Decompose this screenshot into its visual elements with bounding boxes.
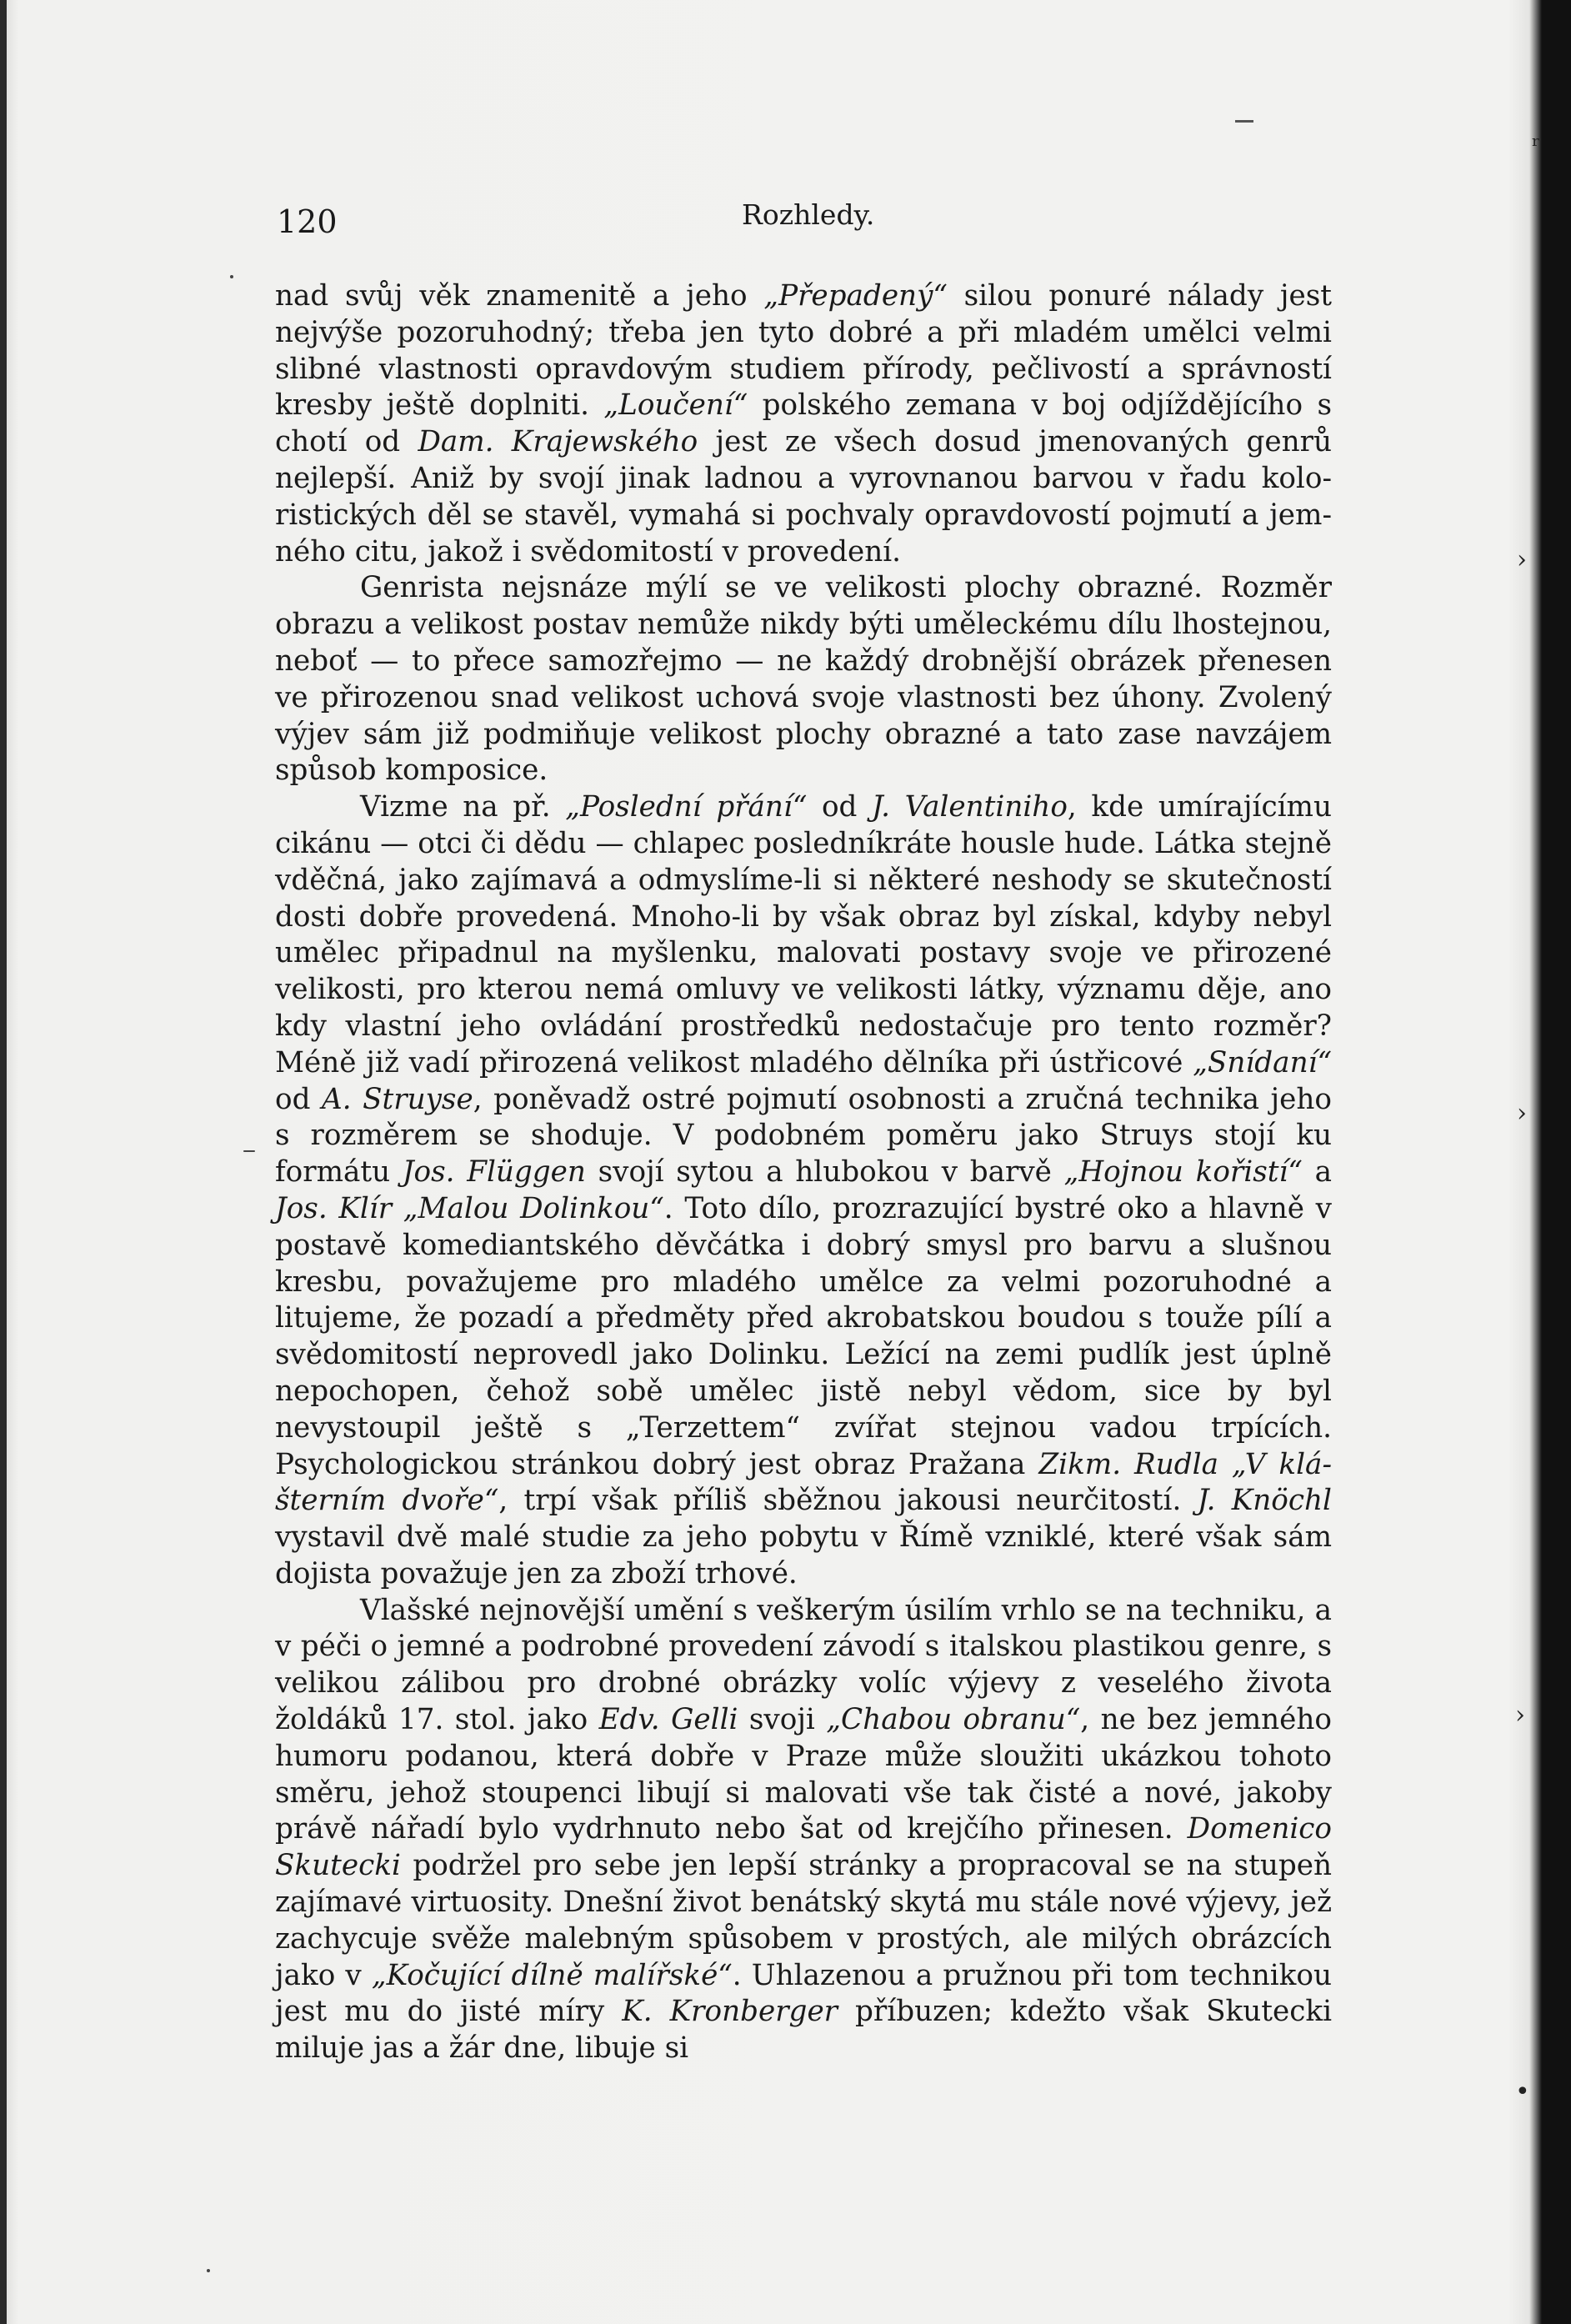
speck: [230, 275, 233, 278]
text-run: od: [275, 1082, 322, 1116]
italic-phrase: „Chabou obranu“: [826, 1703, 1081, 1737]
text-run: Genrista nejsnáze mýlí se ve velikosti plochy obrazné. Rozměr obrazu a velikost postav nemůže nikdy býti uměleckému dílu lhostejnou, neboť — to přece samozřejmo — ne každý drobnější obrázek přenesen ve přirozenou snad velikost uchová svoje vlastnosti bez úhony. Zvolený výjev sám již podmiňuje velikost plochy obrazné a tato zase navzájem spůsob komposice.: [275, 571, 1332, 788]
text-run: Vlašské nejnovější umění s veškerým úsilím vrhlo se na techniku, a v péči o jemné a podrobné provedení závodí s italskou plastikou genre, s velikou zálibou pro drobné obrázky volíc výjevy z veselého života žoldáků 17. stol. jako: [275, 1593, 1332, 1737]
text-run: polského zemana v boj odjíždějícího s chotí od: [275, 388, 1332, 459]
text-run: podržel pro sebe jen lepší stránky a propracoval se na stupeň zajímavé virtuosity. Dnešní život benátský skytá mu stále nové výjevy, jež zachycuje svěže malebným spůsobem v prostých, ale milých obrázcích jako v: [275, 1849, 1332, 1992]
italic-phrase: K. Kronberger: [622, 1995, 838, 2029]
text-run: nad svůj věk znamenitě a jeho: [275, 279, 764, 313]
italic-phrase: J. Valentiniho: [872, 790, 1068, 824]
binding-edge: [0, 0, 7, 2324]
italic-phrase: „Hojnou kořistí“: [1063, 1155, 1303, 1190]
page-header: [275, 198, 1338, 248]
italic-phrase: Zikm. Rudla „V klášterním dvoře“: [275, 1447, 1332, 1518]
scan-mark: [1235, 120, 1253, 123]
italic-phrase: „Snídaní“: [1193, 1045, 1332, 1079]
text-run: Vizme na př.: [360, 790, 566, 824]
paragraph-2: [275, 570, 1332, 789]
text-run: a: [1302, 1155, 1332, 1190]
italic-phrase: A. Struyse: [322, 1082, 473, 1116]
italic-phrase: Jos. Klír „Malou Dolinkou“: [275, 1191, 664, 1225]
italic-phrase: Edv. Gelli: [598, 1703, 738, 1737]
text-run: silou ponuré nálady jest nejvýše pozoruhodný; třeba jen tyto dobré a při mladém umělci velmi slibné vlastnosti opravdovým studiem přírody, pečlivostí a správností kresby ještě doplniti.: [275, 279, 1333, 423]
italic-phrase: Dam. Krajewského: [418, 425, 698, 459]
speck: [207, 2269, 210, 2272]
text-run: svojí sytou a hlubokou v barvě: [585, 1155, 1064, 1190]
paragraph-1: [275, 278, 1332, 570]
italic-phrase: „Přepadený“: [763, 279, 948, 313]
text-run: . Uhlazenou a pružnou při tom technikou jest mu do jisté míry: [275, 1958, 1332, 2029]
italic-phrase: Jos. Flüggen: [402, 1155, 586, 1190]
speck: [243, 1150, 255, 1152]
text-run: , poněvadž ostré pojmutí osobnosti a zručná technika jeho s rozměrem se shoduje. V podobném poměru jako Struys stojí ku formátu: [275, 1082, 1332, 1190]
margin-mark: ›: [1515, 1700, 1525, 1730]
margin-mark: ʳ: [1532, 132, 1541, 161]
margin-mark: •: [1515, 2077, 1530, 2106]
italic-phrase: „Loučení“: [603, 388, 748, 423]
text-run: , kde umírajícímu cikánu — otci či dědu — chlapec posledníkráte housle hude. Látka stejně vděčná, jako zajímavá a odmyslíme-li si některé neshody se skutečností dosti dobře provedená. Mnoho-li by však obraz byl získal, kdyby nebyl umělec připadnul na myšlenku, malovati postavy svoje ve přirozené velikosti, pro kterou nemá omluvy ve velikosti látky, významu děje, ano kdy vlastní jeho ovládání prostředků nedostačuje pro tento rozměr? Méně již vadí přirozená velikost mladého dělníka při ústřicové: [275, 790, 1332, 1079]
running-title: Rozhledy.: [742, 198, 875, 231]
paragraph-3: [275, 789, 1332, 1593]
text-run: , trpí však příliš sběžnou jakousi neurčitostí.: [498, 1484, 1198, 1518]
text-run: . Toto dílo, prozrazující bystré oko a hlavně v postavě komediantského děvčátka i dobrý smysl pro barvu a slušnou kresbu, považujeme pro mladého umělce za velmi pozoruhodné a litujeme, že pozadí a předměty před akrobatskou boudou s touže pílí a svědomitostí neprovedl jako Dolinku. Ležící na zemi pudlík jest úplně nepochopen, čehož sobě umělec jistě nebyl vědom, sice by byl nevystoupil ještě s „Terzettem“ zvířat stejnou vadou trpících. Psychologickou stránkou dobrý jest obraz Pražana: [275, 1191, 1332, 1481]
italic-phrase: Domenico Skutecki: [275, 1812, 1332, 1883]
text-run: jest ze všech dosud jmenovaných genrů nejlepší. Aniž by svojí jinak ladnou a vyrovnanou barvou v řadu koloristických děl se stavěl, vymahá si pochvaly opravdovostí pojmutí a jemného citu, jakož i svědomitostí v provedení.: [275, 425, 1332, 568]
text-run: , ne bez jemného humoru podanou, která dobře v Praze může sloužiti ukázkou tohoto směru, jehož stoupenci libují si malovati vše tak čisté a nové, jakoby právě nářadí bylo vydrhnuto nebo šat od krejčího přinesen.: [275, 1703, 1332, 1846]
paragraph-4: [275, 1593, 1332, 2067]
body-text: [275, 278, 1332, 2067]
text-run: vystavil dvě malé studie za jeho pobytu v Římě vzniklé, které však sám dojista považuje jen za zboží trhové.: [275, 1520, 1332, 1590]
text-run: příbuzen; kdežto však Skutecki miluje jas a žár dne, libuje si: [275, 1995, 1333, 2066]
text-run: svoji: [738, 1703, 827, 1737]
margin-mark: ›: [1517, 1099, 1527, 1128]
italic-phrase: J. Knöchl: [1197, 1484, 1332, 1518]
italic-phrase: „Kočující dílně malířské“: [371, 1958, 733, 1992]
text-run: od: [807, 790, 873, 824]
italic-phrase: „Poslední přání“: [565, 790, 808, 824]
page-number: 120: [277, 203, 338, 240]
margin-mark: ›: [1517, 545, 1527, 574]
